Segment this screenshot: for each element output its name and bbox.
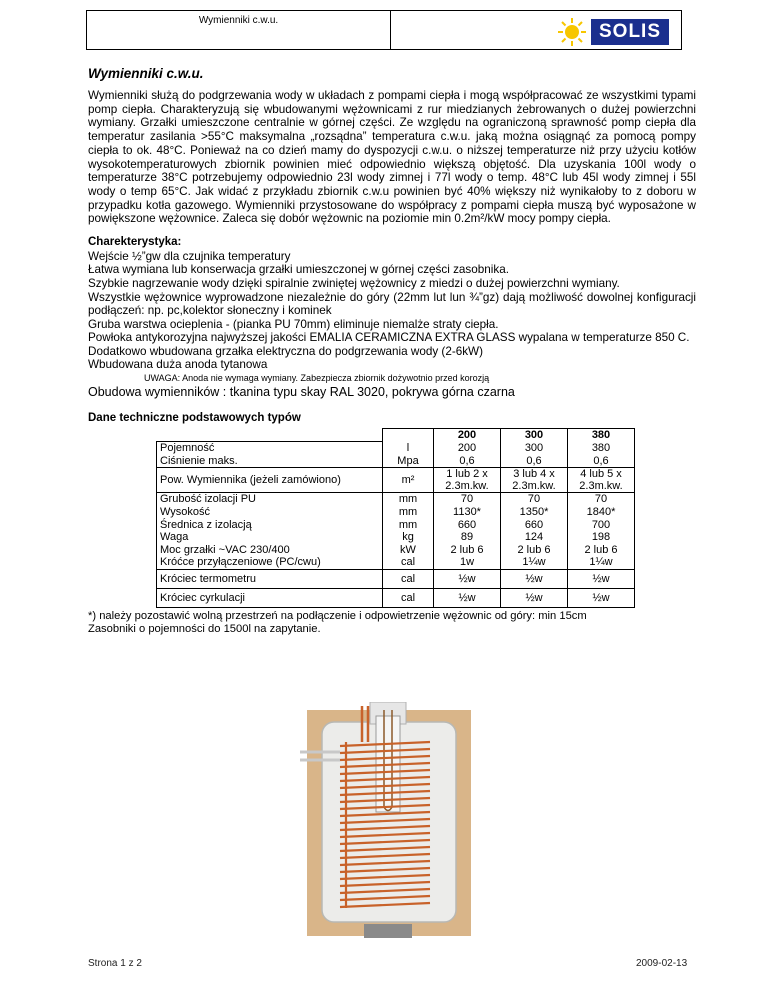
table-row: Średnica z izolacją mm 660 660 700 (157, 519, 635, 532)
table-row: Króciec cyrkulacji cal ½w ½w ½w (157, 588, 635, 607)
characteristics-title: Charekterystyka: (88, 236, 182, 249)
characteristic-line: Łatwa wymiana lub konserwacja grzałki umieszczonej w górnej części zasobnika. (88, 263, 509, 277)
footnote: Zasobniki o pojemności do 1500l na zapytanie. (88, 622, 321, 635)
table-row: Króciec termometru cal ½w ½w ½w (157, 569, 635, 588)
tank-foot (364, 924, 412, 938)
table-row: Pojemność l 200 300 380 (157, 442, 635, 455)
characteristic-line: Wejście ½”gw dla czujnika temperatury (88, 249, 291, 263)
sun-icon (557, 17, 587, 47)
document-title: Wymienniki c.w.u. (88, 66, 204, 81)
characteristic-line: Wbudowana duża anoda tytanowa (88, 358, 268, 372)
intro-paragraph: Wymienniki służą do podgrzewania wody w układach z pompami ciepła i mogą współpracować ze wszystkimi typami pomp ciepła. Charakteryzują się wbudowanymi wężownicami z rur miedzianych żebrowanych o dużej powierzchni wymiany. Grzałki umieszczone centralnie w górnej części. Ze względu na ograniczoną sprawność pomp ciepła dla temperatur zasilania >55°C maksymalna „rozsądna” temperatura c.w.u. jaką można osiągnąć za pomocą pompy ciepła to ok. 48°C. Ponieważ na co dzień mamy do dyspozycji c.w.u. o niższej temperaturze niż przy użyciu kotłów wysokotemperaturowych zbiornik powinien mieć odpowiednio większą objętość. Dla uzyskania 100l wody o temperaturze 38°C potrzebujemy odpowiednio 23l wody zimnej i 77l wody o temp. 48°C lub 45l wody zimnej i 55l wody o temp 65°C. Jak widać z przykładu zbiornik c.w.u powinien być 40% większy niż wynikałoby to z doboru w przypadku kotła gazowego. Wymienniki przystosowane do współpracy z pompami ciepła muszą być wyposażone w powiększone wężownice. Zaleca się dobór wężownic na poziomie min 0.2m²/kW mocy pompy ciepła. (88, 89, 696, 226)
characteristic-line: Dodatkowo wbudowana grzałka elektryczna do podgrzewania wody (2-6kW) (88, 344, 483, 358)
characteristic-line: Wszystkie wężownice wyprowadzone niezależnie do góry (22mm lut lun ¾”gz) dają możliwość dowolnej konfiguracji podłączeń: np. pc,kolektor słoneczny i kominek (88, 290, 696, 318)
header-title: Wymienniki c.w.u. (87, 11, 391, 49)
page-number: Strona 1 z 2 (88, 958, 142, 969)
table-header-row (157, 429, 635, 442)
document-date: 2009-02-13 (636, 958, 688, 969)
characteristic-line: Powłoka antykorozyjna najwyższej jakości EMALIA CERAMICZNA EXTRA GLASS wypalana w temperaturze 850 C. (88, 331, 690, 345)
table-row: Grubość izolacji PU mm 70 70 70 (157, 493, 635, 506)
characteristic-line: Szybkie nagrzewanie wody dzięki spiralnie zwiniętej wężownicy z miedzi o dużej powierzchni wymiany. (88, 276, 620, 290)
logo-text: SOLIS (591, 19, 669, 45)
table-row: Ciśnienie maks. Mpa 0,6 0,6 0,6 (157, 455, 635, 468)
document-body (88, 66, 696, 636)
table-row: Wysokość mm 1130* 1350* 1840* (157, 506, 635, 519)
anode-note: UWAGA: Anoda nie wymaga wymiany. Zabezpiecza zbiornik dożywotnio przed korozją (144, 373, 490, 384)
characteristic-line: Gruba warstwa ocieplenia - (pianka PU 70mm) eliminuje niemalże straty ciepła. (88, 317, 499, 331)
tank-illustration (300, 702, 478, 940)
specs-title: Dane techniczne podstawowych typów (88, 412, 301, 425)
casing-note: Obudowa wymienników : tkanina typu skay RAL 3020, pokrywa górna czarna (88, 385, 515, 400)
solis-logo (557, 17, 669, 47)
table-row: Moc grzałki ~VAC 230/400 kW 2 lub 6 2 lub 6 2 lub 6 (157, 544, 635, 557)
table-row: Pow. Wymiennika (jeżeli zamówiono) m² 1 lub 2 x 2.3m.kw. 3 lub 4 x 2.3m.kw. 4 lub 5 x 2.3m.kw. (157, 468, 635, 493)
table-row: Waga kg 89 124 198 (157, 531, 635, 544)
footnote: *) należy pozostawić wolną przestrzeń na podłączenie i odpowietrzenie wężownic od góry: min 15cm (88, 609, 587, 622)
table-row: Króćce przyłączeniowe (PC/cwu) cal 1w 1¼w 1¼w (157, 556, 635, 569)
model-header: 380 (568, 429, 635, 442)
model-header: 200 (434, 429, 501, 442)
model-header: 300 (501, 429, 568, 442)
page-header (86, 10, 682, 50)
specs-table (156, 428, 635, 608)
